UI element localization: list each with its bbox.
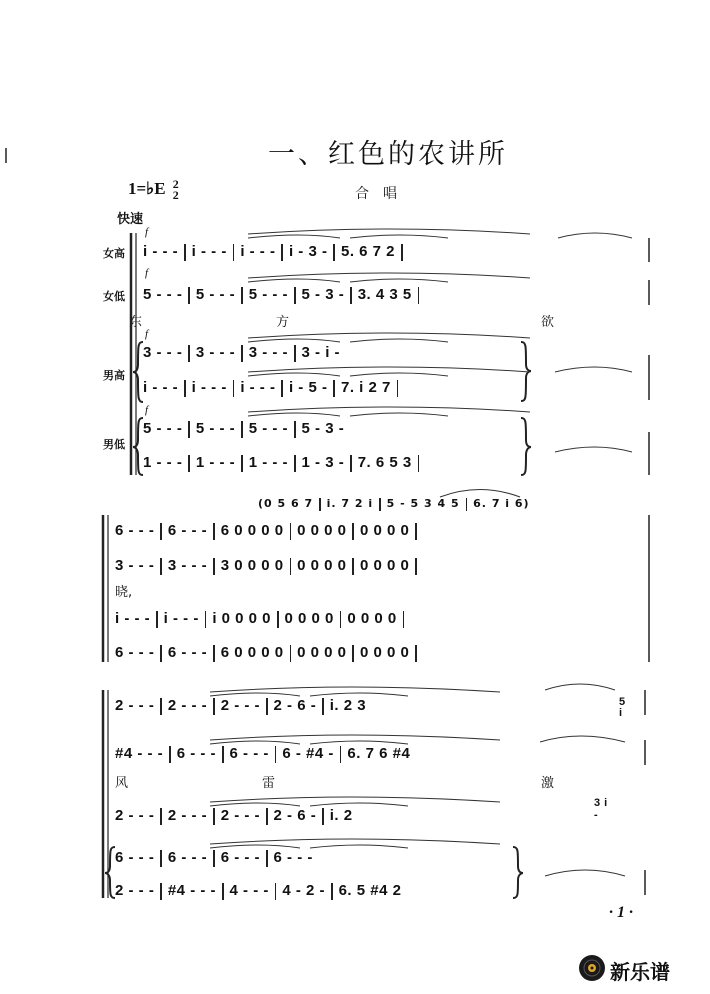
measure: i - - -	[163, 610, 199, 627]
measure: 3 0 0 0 0	[220, 557, 284, 574]
measure: 2 - - -	[167, 697, 208, 714]
measure: 6 - - -	[115, 849, 155, 866]
measure: 6 - - -	[115, 644, 155, 661]
measure: 3 - - -	[167, 557, 208, 574]
measure: i. 7 2 i	[326, 497, 374, 510]
time-bottom: 2	[172, 188, 179, 203]
measure: 6. 7 6 #4	[347, 745, 411, 762]
measure: 5 - - -	[248, 420, 289, 437]
measure: 2 - - -	[115, 882, 155, 899]
dynamic-mark: f	[145, 267, 149, 279]
lyric: 欲	[541, 315, 555, 330]
page-title: 一、红色的农讲所	[268, 139, 508, 170]
measure: 6 0 0 0 0	[220, 522, 284, 539]
measure: 4 - 2 -	[282, 882, 326, 899]
lyric: 方	[276, 315, 290, 330]
measure: 6. 5 #4 2	[338, 882, 402, 899]
lyric: 激	[541, 776, 555, 791]
measure: #4 - - -	[115, 745, 164, 762]
measure: 0 0 0 0	[359, 557, 410, 574]
measure: 6. 7 i 6)	[473, 497, 530, 510]
part-label-tenor: 男高	[103, 369, 125, 382]
measure: 1 - - -	[248, 454, 289, 471]
measure: 3. 4 3 5	[357, 286, 412, 303]
measure: 2 - - -	[220, 807, 261, 824]
chord-stack: 5 i	[619, 696, 626, 719]
measure: 1 - - -	[195, 454, 236, 471]
measure: 3 - - -	[115, 557, 155, 574]
dynamic-mark: f	[145, 328, 149, 340]
measure: 2 - - -	[115, 807, 155, 824]
tempo-marking: 快速	[117, 212, 144, 227]
dynamic-mark: f	[145, 226, 149, 238]
measure: 2 - - -	[220, 697, 261, 714]
measure: 3 - - -	[195, 344, 236, 361]
measure: i - - -	[191, 243, 227, 260]
measure: 6 - - -	[229, 745, 269, 762]
measure: 6 - - -	[167, 849, 208, 866]
lyric: 晓,	[115, 585, 133, 600]
measure: 6 - - -	[115, 522, 155, 539]
measure: i - - -	[240, 243, 276, 260]
lyric: 东	[129, 315, 143, 330]
part-label-soprano: 女高	[103, 247, 125, 260]
brace	[521, 418, 531, 475]
measure: 5 - 5 3 4 5	[386, 497, 460, 510]
measure: 6 - - -	[220, 849, 261, 866]
brace	[133, 418, 143, 475]
measure: 5 - - -	[143, 286, 183, 303]
brace	[105, 847, 115, 898]
measure: 6 0 0 0 0	[220, 644, 284, 661]
measure: 0 0 0 0	[297, 644, 347, 661]
measure: i - - -	[143, 379, 179, 396]
measure: i - - -	[143, 243, 179, 260]
measure: 7. i 2 7	[340, 379, 391, 396]
part-label-alto: 女低	[103, 290, 125, 303]
measure: 3 - - -	[248, 344, 289, 361]
key-label: 1=♭E	[128, 179, 166, 198]
measure: 2 - - -	[115, 697, 155, 714]
brace	[513, 847, 523, 898]
measure: 6 - - -	[176, 745, 217, 762]
measure: i - - -	[115, 610, 151, 627]
measure: 0 0 0 0	[359, 644, 410, 661]
measure: 6 - - -	[273, 849, 313, 866]
measure: 5 - - -	[195, 420, 236, 437]
measure: 3 - i -	[301, 344, 341, 361]
measure: 1 - 3 -	[301, 454, 345, 471]
measure: 0 0 0 0	[297, 557, 347, 574]
time-top: 2	[172, 177, 179, 192]
dynamic-mark: f	[145, 404, 149, 416]
measure: 3 - - -	[143, 344, 183, 361]
measure: i. 2	[329, 807, 353, 824]
measure: 7. 6 5 3	[357, 454, 412, 471]
measure: 5. 6 7 2	[340, 243, 396, 260]
measure: 5 - 3 -	[301, 420, 345, 437]
watermark-logo: 新乐谱	[610, 960, 670, 984]
measure: i - 3 -	[288, 243, 328, 260]
measure: i - - -	[240, 379, 276, 396]
measure: 2 - 6 -	[273, 807, 317, 824]
chord-stack: 3 i -	[594, 797, 608, 821]
measure: (0 5 6 7	[258, 497, 314, 510]
measure: 0 0 0 0	[347, 610, 397, 627]
measure: 5 - 3 -	[301, 286, 345, 303]
measure: 0 0 0 0	[297, 522, 347, 539]
record-icon	[579, 955, 605, 981]
lyric: 雷	[262, 776, 276, 791]
measure: 6 - #4 -	[282, 745, 334, 762]
measure: 1 - - -	[143, 454, 183, 471]
measure: 4 - - -	[229, 882, 269, 899]
measure: 2 - - -	[167, 807, 208, 824]
measure: 5 - - -	[248, 286, 289, 303]
measure: 2 - 6 -	[273, 697, 317, 714]
slurs	[210, 229, 632, 876]
page-number: · 1 ·	[609, 904, 633, 921]
part-label-bass: 男低	[103, 438, 125, 451]
measure: 5 - - -	[143, 420, 183, 437]
performance-mode: 合唱	[355, 186, 411, 202]
measure: 0 0 0 0	[359, 522, 410, 539]
measure: 5 - - -	[195, 286, 236, 303]
measure: 0 0 0 0	[284, 610, 334, 627]
measure: i. 2 3	[329, 697, 367, 714]
measure: #4 - - -	[167, 882, 217, 899]
measure: i 0 0 0 0	[212, 610, 272, 627]
measure: i - - -	[191, 379, 227, 396]
measure: 6 - - -	[167, 644, 208, 661]
lyric: 风	[115, 776, 129, 791]
measure: 6 - - -	[167, 522, 208, 539]
measure: i - 5 -	[288, 379, 328, 396]
brace	[133, 342, 143, 402]
